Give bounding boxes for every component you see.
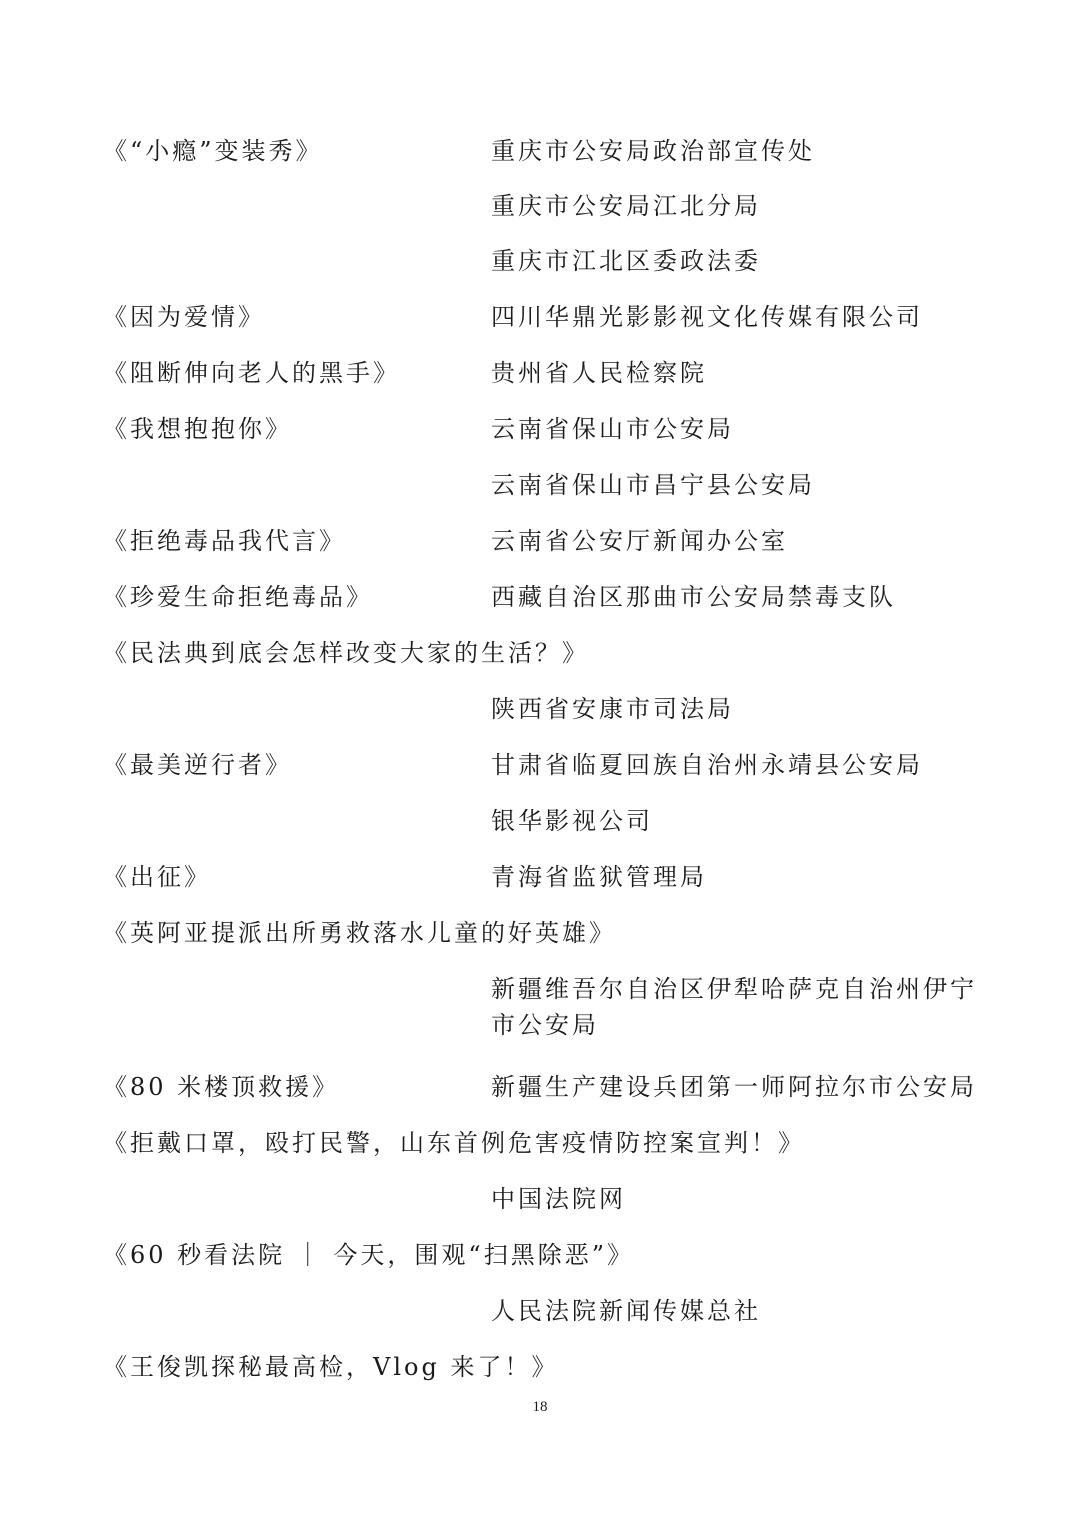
entry-title: 《王俊凯探秘最高检，Vlog 来了！》 [103, 1353, 559, 1381]
entry-org: 重庆市江北区委政法委 [491, 247, 761, 275]
entry-title: 《“小瘾”变装秀》 [103, 137, 323, 165]
entry-org: 甘肃省临夏回族自治州永靖县公安局 [491, 751, 923, 779]
page-number: 18 [532, 1399, 548, 1415]
entry-title: 《最美逆行者》 [103, 751, 292, 779]
entry-org: 贵州省人民检察院 [491, 359, 707, 387]
entry-org: 重庆市公安局江北分局 [491, 192, 761, 220]
entry-org: 云南省保山市昌宁县公安局 [491, 471, 815, 499]
entry-org: 重庆市公安局政治部宣传处 [491, 137, 815, 165]
entry-title: 《民法典到底会怎样改变大家的生活？》 [103, 639, 589, 667]
entry-org: 四川华鼎光影影视文化传媒有限公司 [491, 303, 923, 331]
entry-title: 《珍爱生命拒绝毒品》 [103, 583, 373, 611]
entry-org: 青海省监狱管理局 [491, 863, 707, 891]
entry-title: 《60 秒看法院 ｜ 今天，围观“扫黑除恶”》 [103, 1241, 634, 1269]
entry-org: 新疆维吾尔自治区伊犁哈萨克自治州伊宁市公安局 [491, 975, 977, 1039]
entry-org: 银华影视公司 [491, 807, 653, 835]
entry-org: 陕西省安康市司法局 [491, 695, 734, 723]
entry-title: 《英阿亚提派出所勇救落水儿童的好英雄》 [103, 919, 616, 947]
entry-title: 《我想抱抱你》 [103, 415, 292, 443]
entry-org: 云南省公安厅新闻办公室 [491, 527, 788, 555]
entry-title: 《拒戴口罩，殴打民警，山东首例危害疫情防控案宣判！》 [103, 1129, 805, 1157]
entry-title: 《80 米楼顶救援》 [103, 1073, 340, 1101]
entry-org: 人民法院新闻传媒总社 [491, 1297, 761, 1325]
entry-org: 中国法院网 [491, 1185, 626, 1213]
entry-org: 西藏自治区那曲市公安局禁毒支队 [491, 583, 896, 611]
entry-title: 《因为爱情》 [103, 303, 265, 331]
entry-org: 云南省保山市公安局 [491, 415, 734, 443]
entry-org: 新疆生产建设兵团第一师阿拉尔市公安局 [491, 1073, 977, 1101]
entry-title: 《出征》 [103, 863, 211, 891]
entry-title: 《阻断伸向老人的黑手》 [103, 359, 400, 387]
entry-title: 《拒绝毒品我代言》 [103, 527, 346, 555]
